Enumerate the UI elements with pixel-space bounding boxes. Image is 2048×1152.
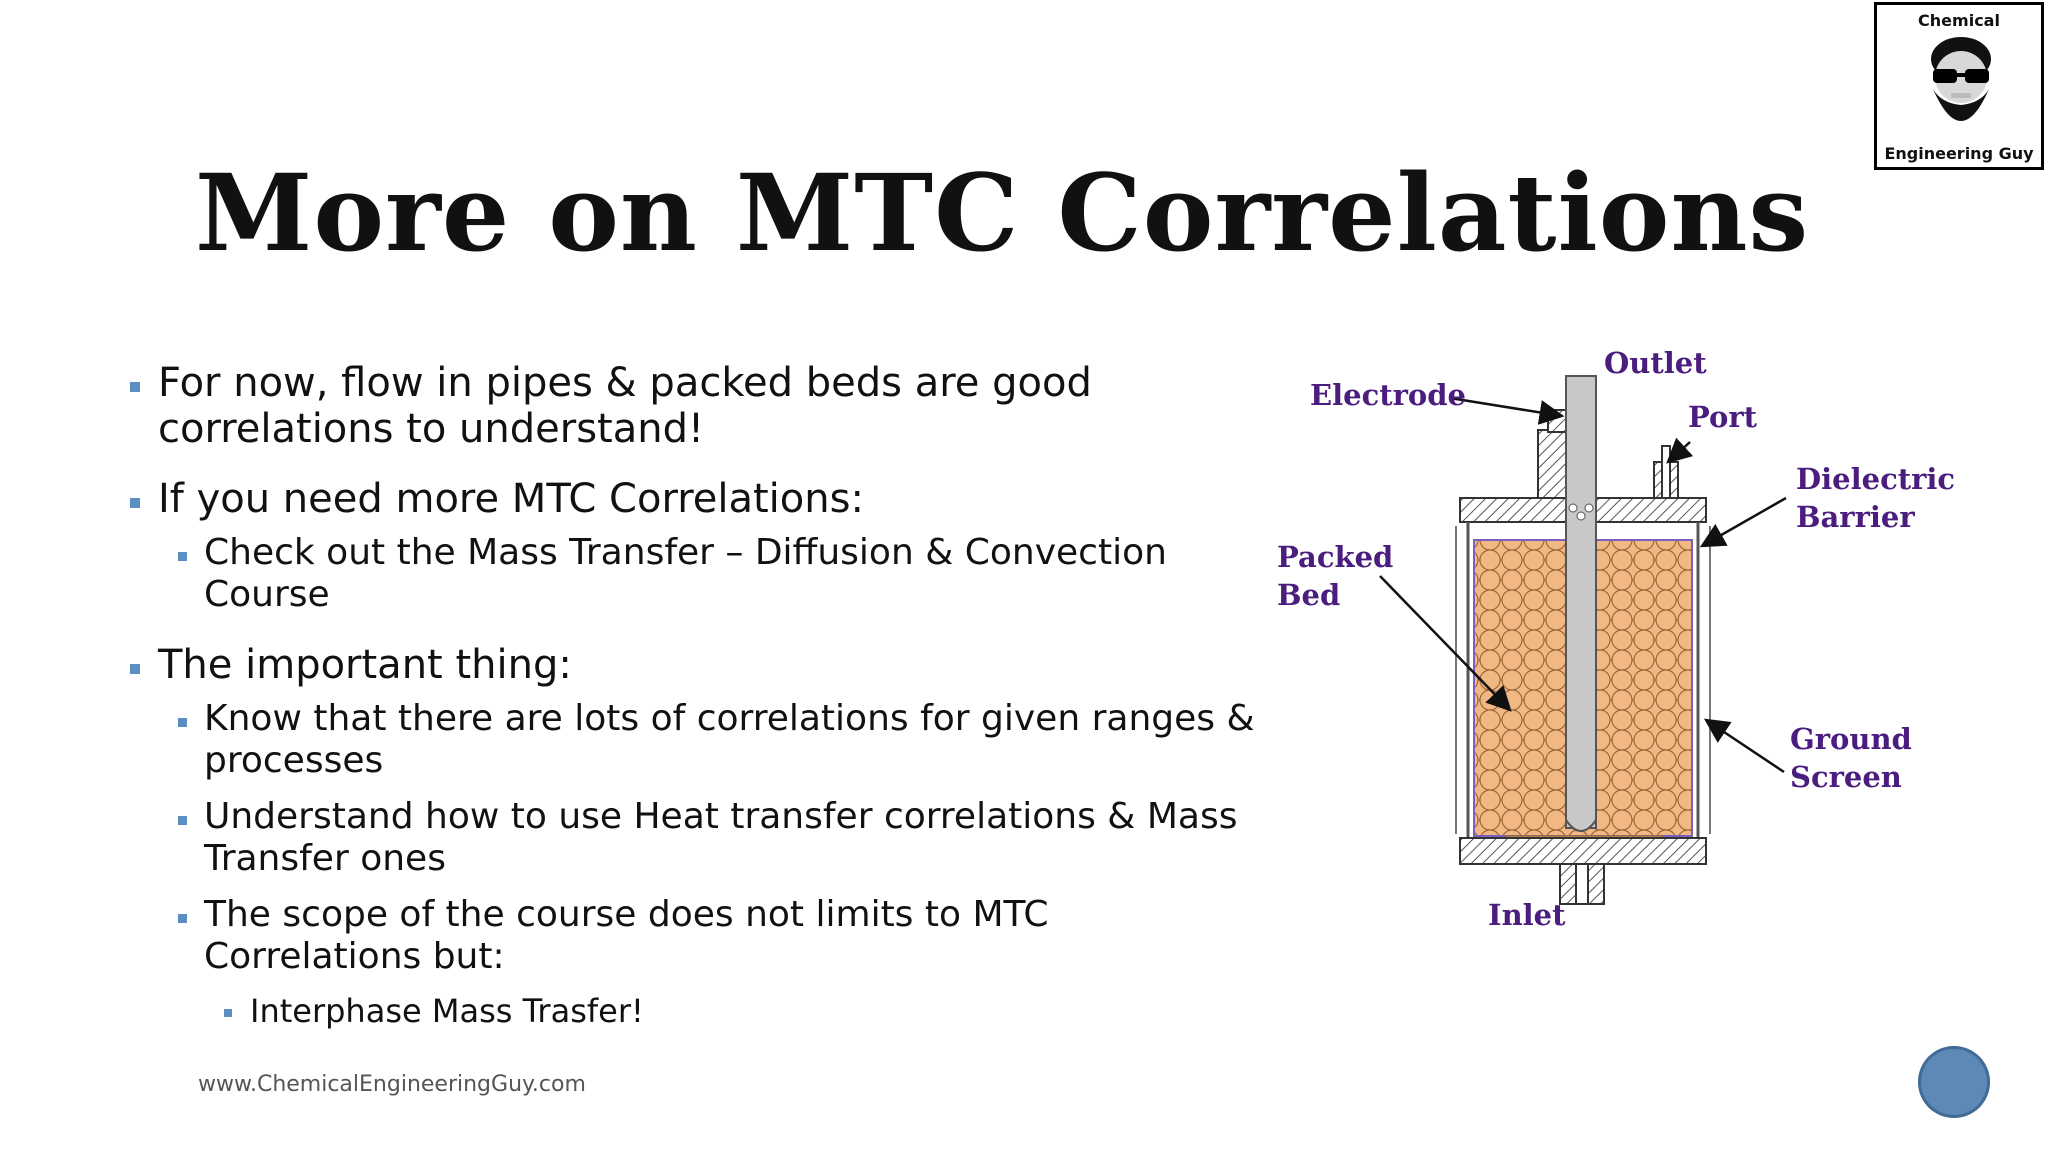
packed-bed-reactor-diagram [1270, 340, 1956, 940]
label-dielectric: Dielectric [1796, 462, 1956, 496]
bullet-list [128, 360, 1258, 1042]
label-inlet: Inlet [1488, 898, 1566, 932]
label-port: Port [1688, 400, 1758, 434]
bullet-marker [178, 816, 187, 825]
bullet-text: Interphase Mass Trasfer! [250, 992, 644, 1030]
slide-title: More on MTC Correlations [195, 150, 1810, 275]
sub-bullet-item [128, 796, 1258, 880]
bullet-item [128, 642, 1258, 688]
bullet-text: The important thing: [158, 642, 572, 688]
reactor-drawing [1270, 340, 1956, 940]
bullet-marker [130, 382, 140, 392]
bullet-text: Know that there are lots of correlations for given ranges & processes [204, 698, 1255, 781]
navigation-button[interactable] [1918, 1046, 1990, 1118]
bullet-marker [130, 498, 140, 508]
bullet-text: The scope of the course does not limits to MTC Correlations but: [204, 894, 1049, 977]
logo-bottom-text: Engineering Guy [1884, 144, 2034, 163]
bullet-text: If you need more MTC Correlations: [158, 476, 864, 522]
bullet-text: Understand how to use Heat transfer correlations & Mass Transfer ones [204, 796, 1238, 879]
label-outlet: Outlet [1604, 346, 1707, 380]
bullet-item [128, 476, 1258, 522]
bullet-text: Check out the Mass Transfer – Diffusion & Convection Course [204, 532, 1167, 615]
sub-bullet-item [128, 894, 1258, 978]
bullet-marker [178, 914, 187, 923]
label-ground: Ground [1790, 722, 1912, 756]
sub-sub-bullet-item [128, 992, 1258, 1030]
logo-top-text: Chemical [1918, 11, 2000, 30]
label-packed: Packed [1277, 540, 1394, 574]
label-screen: Screen [1790, 760, 1902, 794]
label-barrier: Barrier [1796, 500, 1915, 534]
bullet-marker [178, 718, 187, 727]
bullet-marker [178, 552, 187, 561]
bullet-marker [130, 664, 140, 674]
bullet-marker [224, 1009, 232, 1017]
footer-url: www.ChemicalEngineeringGuy.com [198, 1072, 586, 1097]
label-electrode: Electrode [1310, 378, 1466, 412]
brand-logo [1874, 2, 2044, 170]
sub-bullet-item [128, 698, 1258, 782]
bullet-item [128, 360, 1258, 452]
sub-bullet-item [128, 532, 1258, 616]
bearded-man-icon [1921, 33, 2001, 145]
bullet-text: For now, flow in pipes & packed beds are good correlations to understand! [158, 360, 1092, 452]
label-bed: Bed [1277, 578, 1341, 612]
